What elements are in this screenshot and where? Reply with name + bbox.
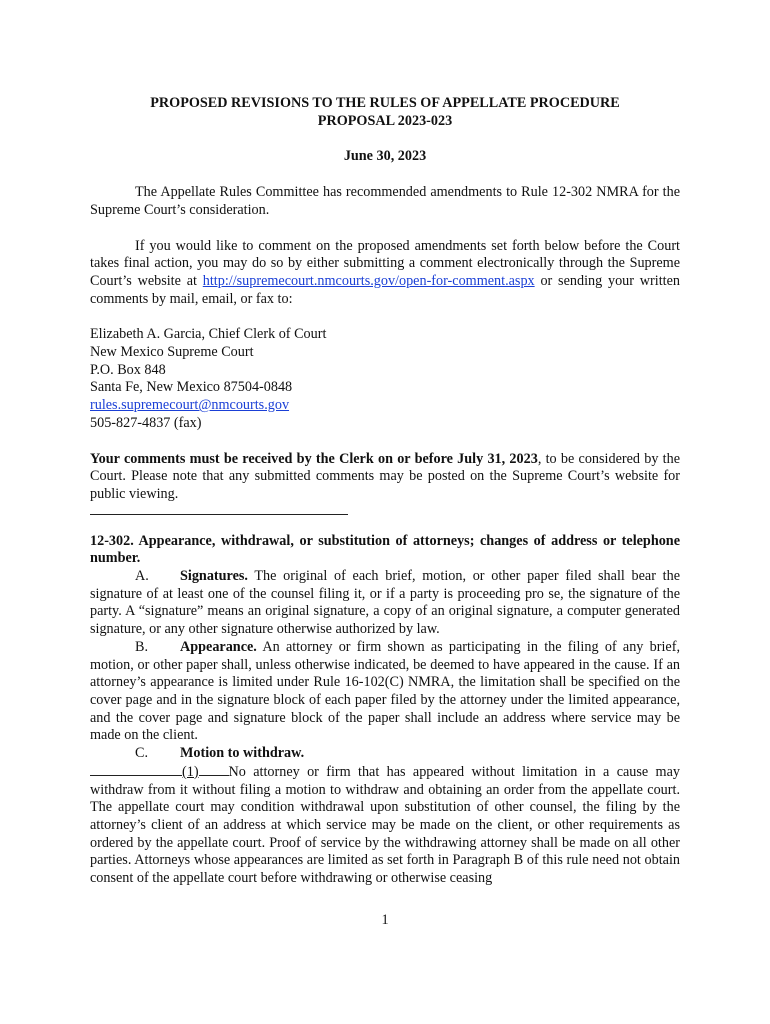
document-title-line2: PROPOSAL 2023-023: [317, 112, 453, 129]
deadline-paragraph: [90, 451, 680, 504]
address-line-court: New Mexico Supreme Court: [90, 344, 254, 361]
paragraph-a-title: Signatures.: [180, 568, 248, 585]
address-line-po-box: P.O. Box 848: [90, 361, 166, 378]
intro-paragraph-2: [90, 238, 680, 309]
address-line-city: Santa Fe, New Mexico 87504-0848: [90, 379, 293, 396]
intro-paragraph-2-text: If you would like to comment on the proposed amendments set forth below before the Court takes final action, you may do so by either submitting a comment electronically through the Supreme Court’s website at: [90, 237, 680, 289]
mailing-address: [90, 326, 680, 432]
subparagraph-c1-number: (1): [182, 763, 199, 780]
paragraph-b-text: An attorney or firm shown as participating in the filing of any brief, motion, or other paper shall, unless otherwise indicated, be deemed to have appeared in the cause. If an attorney’s appearance is limited under Rule 16-102(C) NMRA, the limitation shall be specified on the cover page and in the signature block of each paper filed by the attorney under the limited appearance, and the cover page and signature block of the paper shall include an address where service may be made on the client.: [90, 638, 680, 744]
section-divider: [90, 514, 348, 515]
rule-subparagraph-c1: [90, 763, 680, 888]
rule-paragraph-a: [90, 568, 680, 639]
rule-heading: 12-302. Appearance, withdrawal, or substitution of attorneys; changes of address or telephone number.: [90, 532, 680, 567]
document-date: June 30, 2023: [343, 148, 427, 165]
email-link[interactable]: rules.supremecourt@nmcourts.gov: [90, 397, 290, 414]
insertion-blank-2: [199, 763, 229, 776]
address-line-fax: 505-827-4837 (fax): [90, 414, 202, 431]
comment-website-link[interactable]: http://supremecourt.nmcourts.gov/open-for-comment.aspx: [202, 272, 535, 289]
document-title-line1: PROPOSED REVISIONS TO THE RULES OF APPELLATE PROCEDURE: [150, 95, 620, 111]
document-page: [90, 95, 680, 888]
rule-paragraph-b: [90, 639, 680, 745]
intro-paragraph-2-tail: or sending your written comments by mail, email, or fax to:: [90, 272, 680, 307]
paragraph-a-label: A.: [135, 568, 149, 585]
paragraph-c-label: C.: [135, 745, 149, 762]
paragraph-b-title: Appearance.: [180, 638, 257, 655]
deadline-rest-text: , to be considered by the Court. Please note that any submitted comments may be posted on the Supreme Court’s website for public viewing.: [90, 450, 680, 502]
insertion-blank: [90, 763, 182, 776]
intro-paragraph-1: The Appellate Rules Committee has recommended amendments to Rule 12-302 NMRA for the Supreme Court’s consideration.: [90, 184, 680, 218]
address-line-name: Elizabeth A. Garcia, Chief Clerk of Court: [90, 326, 327, 343]
deadline-bold-text: Your comments must be received by the Clerk on or before July 31, 2023: [90, 450, 538, 467]
rule-paragraph-c: [90, 745, 680, 763]
page-number: 1: [381, 912, 389, 928]
subparagraph-c1-text: No attorney or firm that has appeared without limitation in a cause may withdraw from it without filing a motion to withdraw and obtaining an order from the appellate court. The appellate court may condition withdrawal upon substitution of other counsel, the filing by the attorney’s client of an address at which service may be made on the client, or other requirements as ordered by the appellate court. Proof of service by the withdrawing attorney shall be made on all other parties. Attorneys whose appearances are limited as set forth in Paragraph B of this rule need not obtain consent of the appellate court before withdrawing or otherwise ceasing: [90, 763, 680, 887]
paragraph-c-title: Motion to withdraw.: [180, 745, 305, 762]
paragraph-a-text: The original of each brief, motion, or other paper filed shall bear the signature of at least one of the counsel filing it, or if a party is proceeding pro se, the signature of the party. A “signature” means an original signature, a copy of an original signature, a computer generated signature, or any other signature otherwise authorized by law.: [90, 568, 680, 638]
paragraph-b-label: B.: [135, 638, 149, 655]
